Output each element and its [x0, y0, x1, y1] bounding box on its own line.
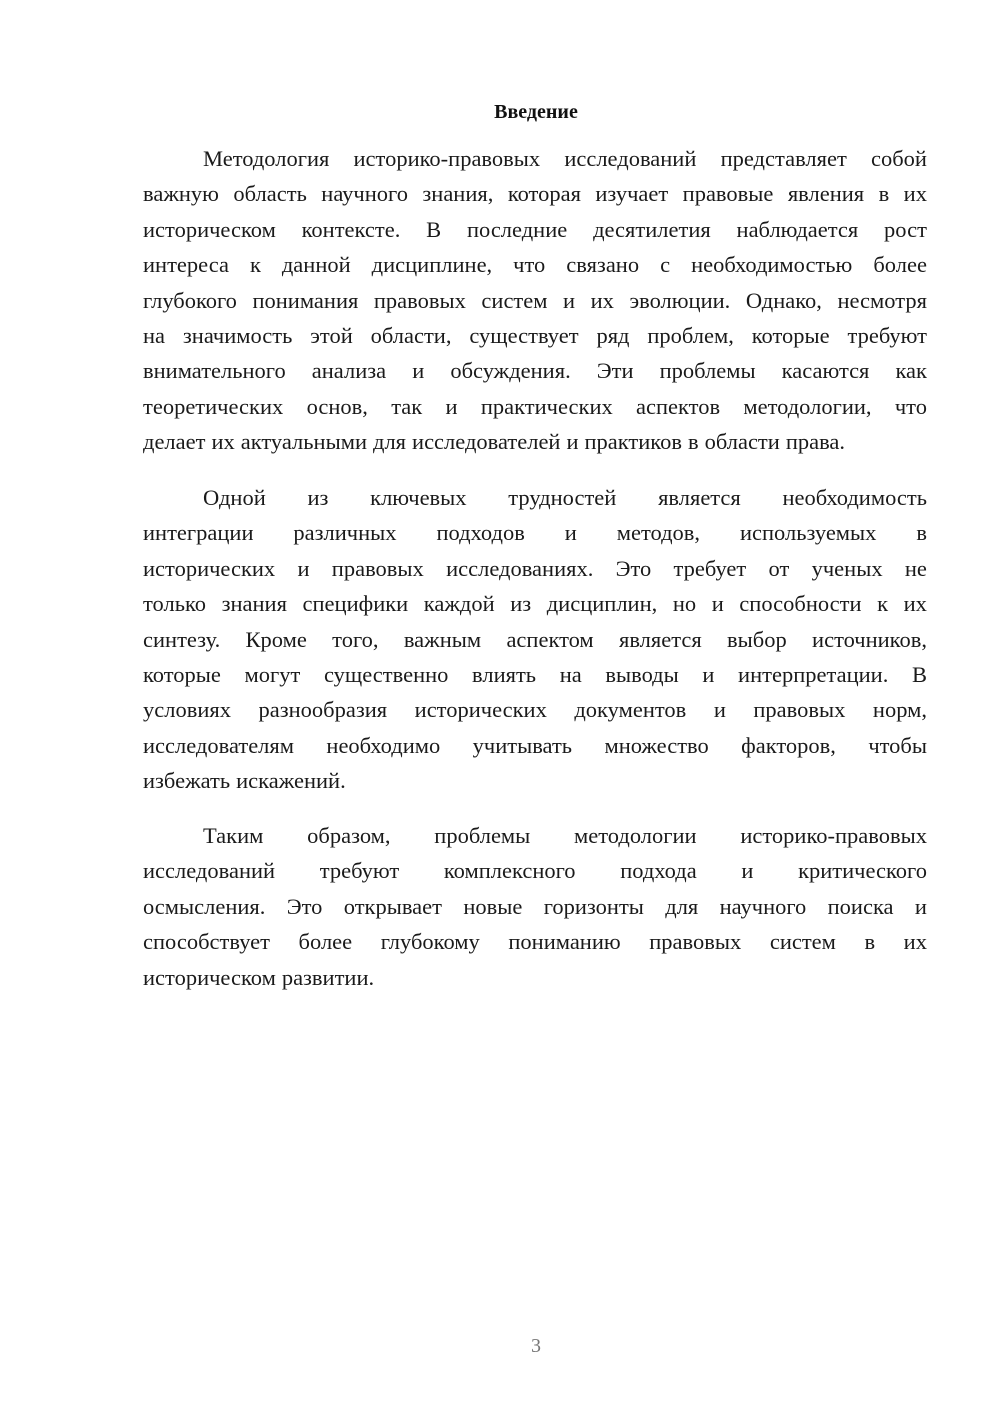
paragraph-2	[143, 480, 927, 799]
text-line: исследователям необходимо учитывать множество факторов, чтобы	[143, 732, 927, 758]
text-line: осмысления. Это открывает новые горизонты для научного поиска и	[143, 893, 927, 919]
text-line: интеграции различных подходов и методов, используемых в	[143, 520, 927, 546]
text-line: исторических и правовых исследованиях. Это требует от ученых не	[143, 555, 927, 581]
text-line: исследований требуют комплексного подхода и критического	[143, 858, 927, 884]
text-line: делает их актуальными для исследователей и практиков в области права.	[143, 429, 846, 455]
text-line: важную область научного знания, которая изучает правовые явления в их	[143, 181, 927, 207]
text-line: внимательного анализа и обсуждения. Эти проблемы касаются как	[143, 358, 927, 384]
text-line: условиях разнообразия исторических документов и правовых норм,	[143, 697, 927, 723]
text-line: только знания специфики каждой из дисциплин, но и способности к их	[143, 591, 927, 617]
page-number: 3	[531, 1335, 541, 1357]
text-line: Методология историко-правовых исследований представляет собой	[203, 146, 927, 171]
text-line: синтезу. Кроме того, важным аспектом является выбор источников,	[143, 626, 927, 652]
text-line: на значимость этой области, существует ряд проблем, которые требуют	[143, 322, 927, 348]
paragraph-3	[143, 818, 927, 995]
text-line: Таким образом, проблемы методологии историко-правовых	[203, 823, 927, 848]
text-line: теоретических основ, так и практических аспектов методологии, что	[143, 393, 927, 419]
paragraph-1	[143, 141, 927, 460]
text-line: способствует более глубокому пониманию правовых систем в их	[143, 929, 927, 955]
text-line: глубокого понимания правовых систем и их эволюции. Однако, несмотря	[143, 287, 927, 313]
text-line: историческом развитии.	[143, 964, 375, 990]
text-line: избежать искажений.	[143, 768, 346, 794]
text-line: интереса к данной дисциплине, что связано с необходимостью более	[143, 252, 927, 278]
text-line: историческом контексте. В последние десятилетия наблюдается рост	[143, 216, 927, 242]
text-line: которые могут существенно влиять на выводы и интерпретации. В	[143, 661, 927, 687]
section-heading: Введение	[494, 101, 578, 123]
text-line: Одной из ключевых трудностей является необходимость	[203, 485, 927, 510]
